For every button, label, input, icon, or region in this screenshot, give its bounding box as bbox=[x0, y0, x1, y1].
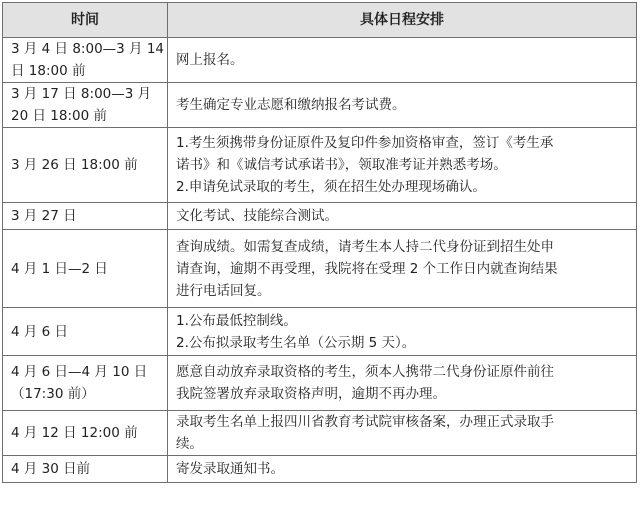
time-cell bbox=[3, 38, 168, 83]
table-row bbox=[3, 83, 637, 128]
time-text: 4 月 30 日前 bbox=[11, 461, 91, 477]
time-text: 3 月 17 日 8:00—3 月 bbox=[11, 86, 152, 102]
plan-cell bbox=[168, 356, 637, 411]
time-cell bbox=[3, 83, 168, 128]
time-text: 3 月 26 日 18:00 前 bbox=[11, 157, 138, 173]
plan-text: 查询成绩。如需复查成绩，请考生本人持二代身份证到招生处申 bbox=[176, 238, 554, 255]
table-row bbox=[3, 308, 637, 356]
table-header-row bbox=[3, 3, 637, 38]
plan-cell bbox=[168, 411, 637, 456]
plan-text: 录取考生名单上报四川省教育考试院审核备案，办理正式录取手 bbox=[176, 414, 554, 430]
table-row bbox=[3, 456, 637, 483]
plan-text: 2.公布拟录取考生名单（公示期 5 天）。 bbox=[176, 334, 416, 351]
time-text: 4 月 6 日—4 月 10 日 bbox=[11, 364, 148, 380]
time-text: 3 月 4 日 8:00—3 月 14 bbox=[11, 41, 165, 57]
plan-text: 愿意自动放弃录取资格的考生，须本人携带二代身份证原件前往 bbox=[176, 364, 554, 380]
plan-text: 续。 bbox=[176, 436, 203, 452]
time-cell bbox=[3, 308, 168, 356]
plan-text: 2.申请免试录取的考生，须在招生处办理现场确认。 bbox=[176, 179, 486, 195]
time-text: 4 月 1 日—2 日 bbox=[11, 260, 108, 277]
time-cell bbox=[3, 356, 168, 411]
plan-text: 网上报名。 bbox=[176, 52, 244, 68]
plan-text: 文化考试、技能综合测试。 bbox=[176, 208, 338, 224]
time-text: （17:30 前） bbox=[11, 386, 95, 402]
table-row bbox=[3, 230, 637, 308]
table-body bbox=[3, 38, 637, 483]
plan-cell bbox=[168, 83, 637, 128]
header-plan: 具体日程安排 bbox=[168, 3, 637, 38]
plan-text: 1.公布最低控制线。 bbox=[176, 312, 297, 329]
time-text: 20 日 18:00 前 bbox=[11, 108, 107, 124]
plan-text: 请查询，逾期不再受理，我院将在受理 2 个工作日内就查询结果 bbox=[176, 260, 558, 277]
time-text: 4 月 12 日 12:00 前 bbox=[11, 425, 138, 441]
time-text: 3 月 27 日 bbox=[11, 208, 77, 224]
plan-cell bbox=[168, 128, 637, 203]
plan-cell bbox=[168, 38, 637, 83]
time-cell bbox=[3, 203, 168, 230]
plan-text: 寄发录取通知书。 bbox=[176, 461, 284, 477]
table-row bbox=[3, 411, 637, 456]
table-row bbox=[3, 203, 637, 230]
plan-cell bbox=[168, 230, 637, 308]
time-cell bbox=[3, 128, 168, 203]
time-cell bbox=[3, 411, 168, 456]
plan-cell bbox=[168, 456, 637, 483]
plan-text: 1.考生须携带身份证原件及复印件参加资格审查，签订《考生承 bbox=[176, 135, 554, 151]
plan-text: 考生确定专业志愿和缴纳报名考试费。 bbox=[176, 97, 406, 113]
time-text: 4 月 6 日 bbox=[11, 323, 69, 340]
header-time: 时间 bbox=[3, 3, 168, 38]
table-row bbox=[3, 38, 637, 83]
schedule-table bbox=[2, 2, 637, 483]
time-cell bbox=[3, 230, 168, 308]
time-cell bbox=[3, 456, 168, 483]
plan-cell bbox=[168, 308, 637, 356]
plan-cell bbox=[168, 203, 637, 230]
time-text: 日 18:00 前 bbox=[11, 63, 86, 79]
plan-text: 诺书》和《诚信考试承诺书》，领取准考证并熟悉考场。 bbox=[176, 157, 507, 173]
table-row bbox=[3, 128, 637, 203]
table-row bbox=[3, 356, 637, 411]
plan-text: 我院签署放弃录取资格声明，逾期不再办理。 bbox=[176, 386, 446, 402]
plan-text: 进行电话回复。 bbox=[176, 282, 271, 299]
